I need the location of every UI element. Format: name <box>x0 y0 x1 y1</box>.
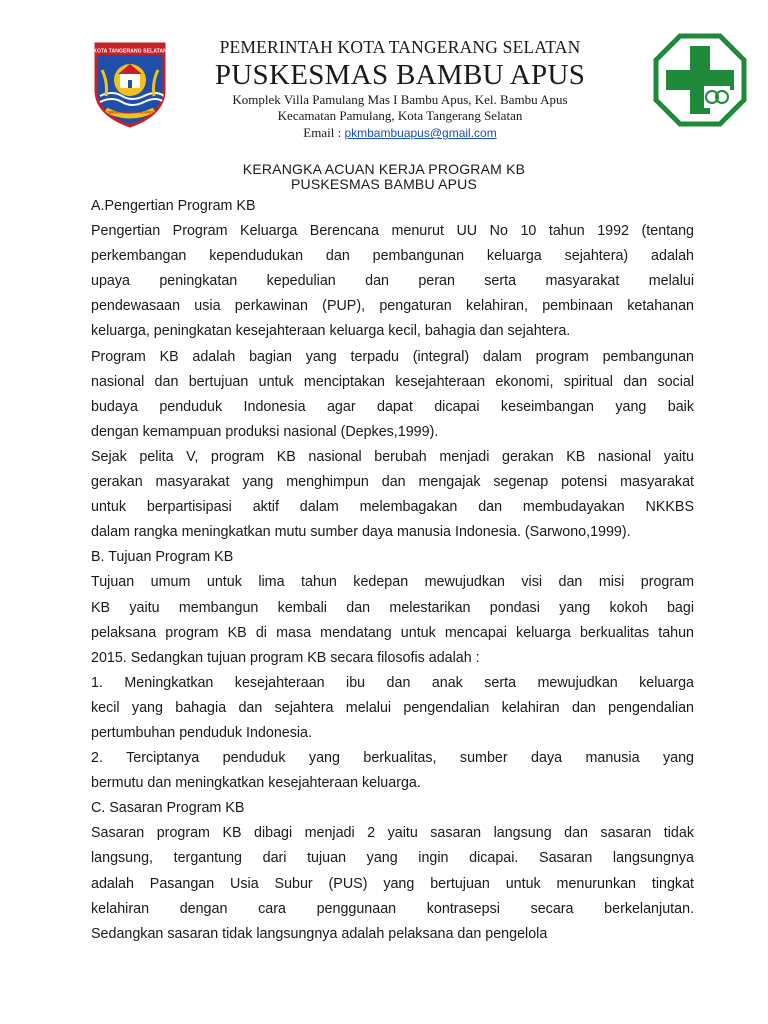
email-label: Email : <box>303 125 342 140</box>
body-text-line: 2. Terciptanya penduduk yang berkualitas, sumber daya manusia yang <box>91 750 694 767</box>
body-text-line: langsung, tergantung dari tujuan yang ingin dicapai. Sasaran langsungnya <box>91 850 694 867</box>
letterhead <box>170 36 630 142</box>
body-text-line: C. Sasaran Program KB <box>91 800 245 817</box>
body-text-line: dengan kemampuan produksi nasional (Depkes,1999). <box>91 423 439 440</box>
crest-bottom-text: CERDAS MODERN RELIGIUS <box>106 110 154 115</box>
document-title <box>0 162 768 192</box>
body-text-line: adalah Pasangan Usia Subur (PUS) yang bertujuan untuk menurunkan tingkat <box>91 875 694 892</box>
body-text-line: pendewasaan usia perkawinan (PUP), pengaturan kelahiran, pembinaan ketahanan <box>91 298 694 315</box>
body-text-line: bermutu dan meningkatkan kesejahteraan keluarga. <box>91 775 421 792</box>
body-text-line: A.Pengertian Program KB <box>91 198 256 214</box>
document-body <box>91 194 694 947</box>
title-line-1: KERANGKA ACUAN KERJA PROGRAM KB <box>242 161 526 177</box>
body-text-line: perkembangan kependudukan dan pembangunan keluarga sejahtera) adalah <box>91 248 694 265</box>
city-crest-icon <box>92 40 168 128</box>
body-text-line: budaya penduduk Indonesia agar dapat dicapai keseimbangan yang baik <box>91 398 694 415</box>
email-link[interactable]: pkmbambuapus@gmail.com <box>344 126 497 140</box>
address-line-1: Komplek Villa Pamulang Mas I Bambu Apus, Kel. Bambu Apus <box>232 92 568 107</box>
body-text-line: 1. Meningkatkan kesejahteraan ibu dan anak serta mewujudkan keluarga <box>91 674 694 691</box>
body-text-line: untuk berpartisipasi aktif dalam melembagakan dan membudayakan NKKBS <box>91 499 694 516</box>
body-text-line: 2015. Sedangkan tujuan program KB secara filosofis adalah : <box>91 649 480 666</box>
body-text-line: B. Tujuan Program KB <box>91 549 234 566</box>
address-line-2: Kecamatan Pamulang, Kota Tangerang Selatan <box>277 108 523 123</box>
body-text-line: kelahiran dengan cara penggunaan kontrasepsi secara berkelanjutan. <box>91 900 694 917</box>
title-line-2: PUSKESMAS BAMBU APUS <box>290 176 478 192</box>
institution-name: PUSKESMAS BAMBU APUS <box>214 59 586 91</box>
body-text-line: dalam rangka meningkatkan mutu sumber daya manusia Indonesia. (Sarwono,1999). <box>91 524 631 541</box>
body-text-line: keluarga, peningkatan kesejahteraan keluarga kecil, bahagia dan sejahtera. <box>91 323 571 340</box>
body-text-line: KB yaitu membangun kembali dan melestarikan pondasi yang kokoh bagi <box>91 599 694 616</box>
crest-top-text: KOTA TANGERANG SELATAN <box>93 48 167 55</box>
body-text-line: Program KB adalah bagian yang terpadu (integral) dalam program pembangunan <box>91 348 694 365</box>
body-text-line: upaya peningkatan kepedulian dan peran serta masyarakat melalui <box>91 273 694 290</box>
body-text-line: pertumbuhan penduduk Indonesia. <box>91 724 312 741</box>
body-text-line: nasional dan bertujuan untuk menciptakan kesejahteraan ekonomi, spiritual dan social <box>91 373 694 390</box>
puskesmas-cross-logo-icon <box>652 32 748 128</box>
email-line <box>170 124 630 142</box>
government-name: PEMERINTAH KOTA TANGERANG SELATAN <box>219 37 581 57</box>
body-text-line: Sejak pelita V, program KB nasional berubah menjadi gerakan KB nasional yaitu <box>91 448 694 465</box>
body-text-line: gerakan masyarakat yang menghimpun dan mengajak segenap potensi masyarakat <box>91 474 694 491</box>
body-text-line: pelaksana program KB di masa mendatang untuk mencapai keluarga berkualitas tahun <box>91 624 694 641</box>
body-text-line: kecil yang bahagia dan sejahtera melalui pengendalian kelahiran dan pengendalian <box>91 699 694 716</box>
body-text-line: Tujuan umum untuk lima tahun kedepan mewujudkan visi dan misi program <box>91 574 694 591</box>
body-text-line: Sasaran program KB dibagi menjadi 2 yaitu sasaran langsung dan sasaran tidak <box>91 825 694 842</box>
body-text-line: Sedangkan sasaran tidak langsungnya adalah pelaksana dan pengelola <box>91 925 548 942</box>
body-text-line: Pengertian Program Keluarga Berencana menurut UU No 10 tahun 1992 (tentang <box>91 223 694 240</box>
